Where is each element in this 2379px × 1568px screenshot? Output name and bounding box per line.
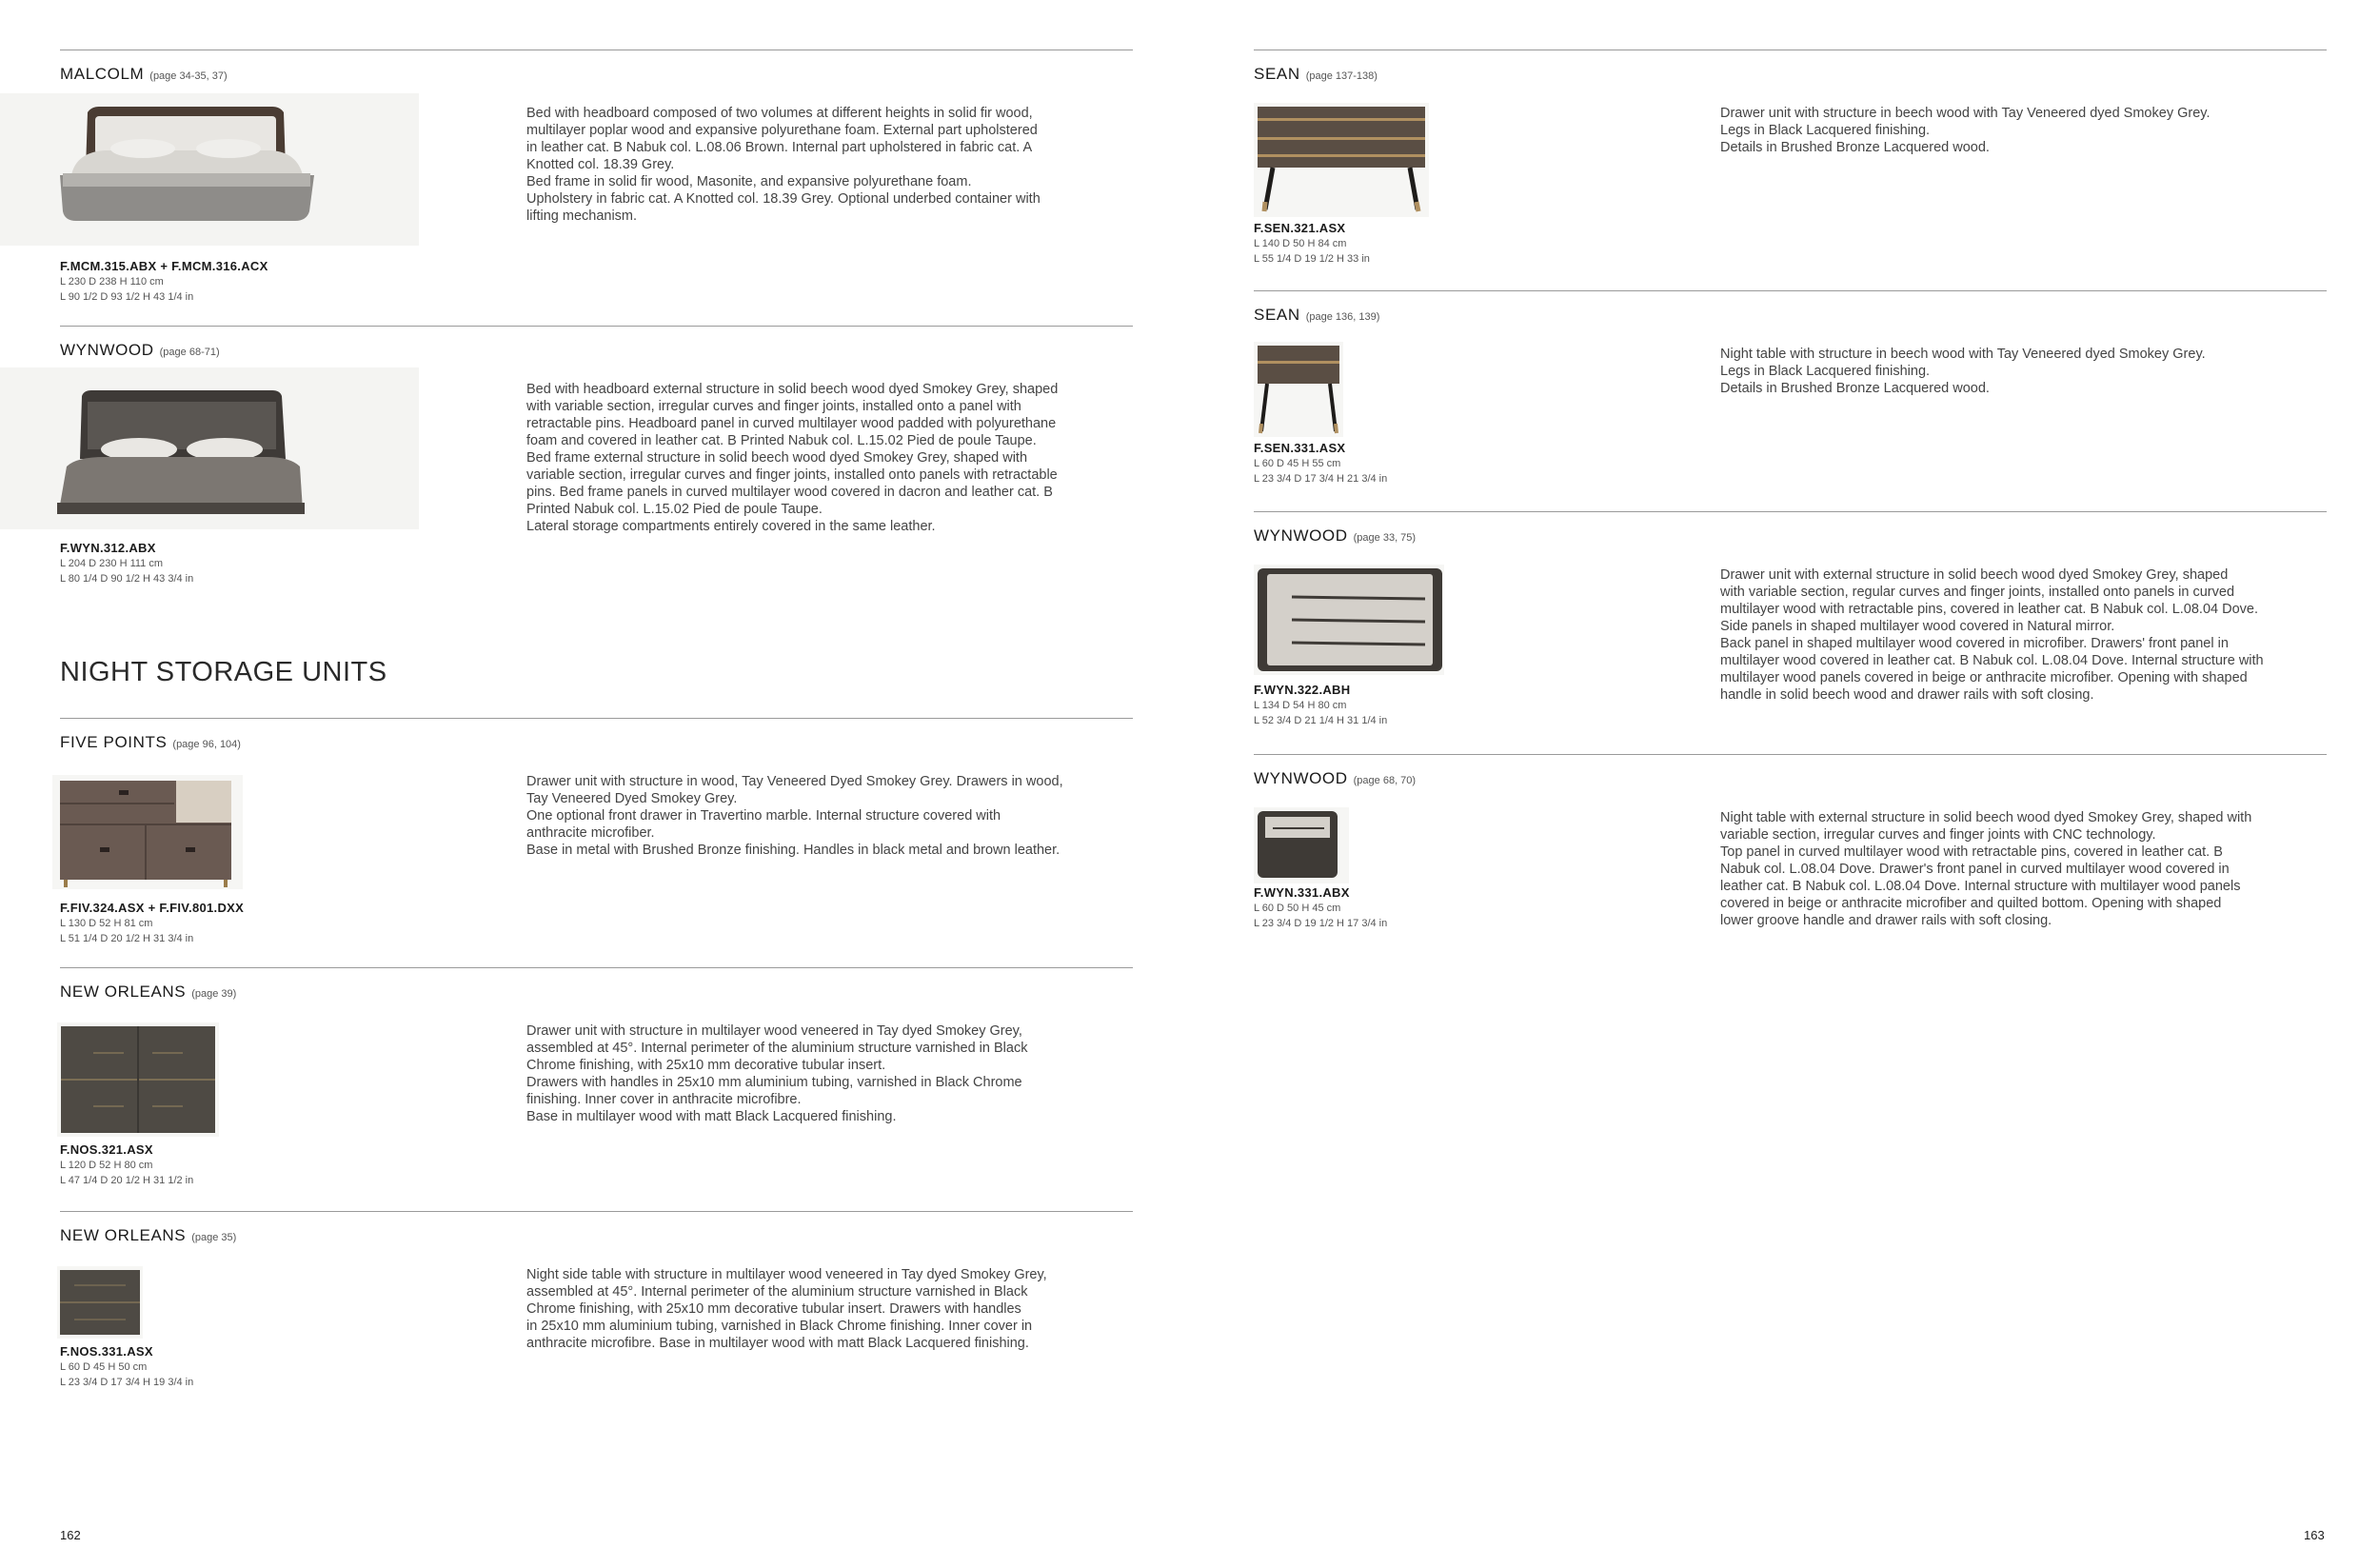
- product-image-drawer-unit: [1254, 103, 1429, 217]
- dimensions-cm: L 230 D 238 H 110 cm: [60, 276, 164, 288]
- product-header: [1254, 306, 1379, 325]
- page-reference: (page 33, 75): [1353, 532, 1417, 544]
- product-description: Night table with external structure in solid beech wood dyed Smokey Grey, shaped with variable section, irregular curves and finger joints with CNC technology. Top panel in curved multilayer wood with retractable pins, covered in leather cat. B Nabuk col. L.08.04 Dove. Drawer's front panel in curved multilayer wood covered in leather cat. B Nabuk col. L.08.04 Dove. Internal structure with multilayer wood panels covered in beige or anthracite microfiber and quilted bottom. Opening with shaped lower groove handle and drawer rails with soft closing.: [1720, 810, 2252, 928]
- product-code: F.SEN.321.ASX: [1254, 221, 1346, 235]
- section-title: NIGHT STORAGE UNITS: [60, 657, 387, 687]
- product-description: Bed with headboard external structure in solid beech wood dyed Smokey Grey, shaped with variable section, irregular curves and finger joints, installed onto a panel with retractable pins. Headboard panel in curved multilayer wood padded with polyurethane foam and covered in leather cat. B Printed Nabuk col. L.15.02 Pied de poule Taupe. Bed frame external structure in solid beech wood dyed Smokey Grey, shaped with variable section, irregular curves and finger joints, installed onto panels with retractable pins. Bed frame panels in curved multilayer wood covered in dacron and leather cat. B Printed Nabuk col. L.15.02 Pied de poule Taupe. Lateral storage compartments entirely covered in the same leather.: [526, 382, 1059, 534]
- product-header: [60, 65, 228, 84]
- divider: [60, 1211, 1133, 1212]
- product-description: Drawer unit with structure in multilayer wood veneered in Tay dyed Smokey Grey, assembled at 45°. Internal perimeter of the aluminium structure varnished in Black Chrome finishing, with 25x10 mm decorative tubular insert. Drawers with handles in 25x10 mm aluminium tubing, varnished in Black Chrome finishing. Inner cover in anthracite microfibre. Base in multilayer wood with matt Black Lacquered finishing.: [526, 1023, 1028, 1124]
- product-image-drawer-unit: [57, 1022, 219, 1137]
- dimensions-cm: L 130 D 52 H 81 cm: [60, 918, 153, 929]
- page-reference: (page 68-71): [159, 347, 220, 358]
- product-header: [1254, 526, 1416, 546]
- product-header: [60, 733, 241, 752]
- dimensions-in: L 23 3/4 D 17 3/4 H 21 3/4 in: [1254, 473, 1388, 485]
- product-image-night-table: [1254, 342, 1343, 437]
- product-code: F.NOS.331.ASX: [60, 1344, 153, 1359]
- product-code: F.WYN.331.ABX: [1254, 885, 1350, 900]
- product-description: Drawer unit with structure in beech wood with Tay Veneered dyed Smokey Grey. Legs in Black Lacquered finishing. Details in Brushed Bronze Lacquered wood.: [1720, 106, 2210, 155]
- product-header: [1254, 65, 1378, 84]
- product-header: [1254, 769, 1416, 788]
- product-description: Night table with structure in beech wood with Tay Veneered dyed Smokey Grey. Legs in Black Lacquered finishing. Details in Brushed Bronze Lacquered wood.: [1720, 347, 2206, 396]
- dimensions-cm: L 204 D 230 H 111 cm: [60, 558, 164, 569]
- product-name: NEW ORLEANS: [60, 1226, 187, 1244]
- page-reference: (page 35): [191, 1232, 237, 1243]
- dimensions-cm: L 140 D 50 H 84 cm: [1254, 238, 1347, 249]
- product-name: NEW ORLEANS: [60, 982, 187, 1001]
- product-description: Drawer unit with external structure in solid beech wood dyed Smokey Grey, shaped with variable section, regular curves and finger joints, installed onto panels in curved multilayer wood with retractable pins, covered in leather cat. B Nabuk col. L.08.04 Dove. Side panels in shaped multilayer wood covered in Natural mirror. Back panel in shaped multilayer wood covered in microfiber. Drawers' front panel in multilayer wood covered in leather cat. B Nabuk col. L.08.04 Dove. Internal structure with multilayer wood panels covered in beige or anthracite microfiber. Opening with shaped handle in solid beech wood and drawer rails with soft closing.: [1720, 567, 2264, 703]
- dimensions-in: L 90 1/2 D 93 1/2 H 43 1/4 in: [60, 291, 194, 303]
- page-number: 163: [2304, 1528, 2325, 1542]
- divider: [60, 967, 1133, 968]
- dimensions-in: L 23 3/4 D 19 1/2 H 17 3/4 in: [1254, 918, 1388, 929]
- divider: [60, 326, 1133, 327]
- product-code: F.SEN.331.ASX: [1254, 441, 1346, 455]
- divider: [60, 718, 1133, 719]
- product-name: MALCOLM: [60, 65, 145, 83]
- product-image-night-table: [1254, 807, 1349, 883]
- page-reference: (page 137-138): [1305, 70, 1378, 82]
- product-image-bed: [0, 93, 419, 246]
- product-header: [60, 982, 236, 1002]
- dimensions-in: L 55 1/4 D 19 1/2 H 33 in: [1254, 253, 1370, 265]
- dimensions-in: L 23 3/4 D 17 3/4 H 19 3/4 in: [60, 1377, 194, 1388]
- divider: [1254, 290, 2327, 291]
- page-reference: (page 34-35, 37): [149, 70, 228, 82]
- dimensions-in: L 51 1/4 D 20 1/2 H 31 3/4 in: [60, 933, 194, 944]
- product-image-side-table: [57, 1266, 143, 1339]
- product-name: SEAN: [1254, 65, 1300, 83]
- product-code: F.WYN.312.ABX: [60, 541, 156, 555]
- product-code: F.NOS.321.ASX: [60, 1142, 153, 1157]
- page-number: 162: [60, 1528, 81, 1542]
- product-name: FIVE POINTS: [60, 733, 168, 751]
- dimensions-cm: L 60 D 45 H 55 cm: [1254, 458, 1341, 469]
- product-image-drawer-unit: [52, 775, 243, 889]
- product-name: SEAN: [1254, 306, 1300, 324]
- page-reference: (page 96, 104): [172, 739, 241, 750]
- product-image-drawer-unit: [1254, 565, 1444, 675]
- product-name: WYNWOOD: [1254, 769, 1348, 787]
- product-description: Night side table with structure in multilayer wood veneered in Tay dyed Smokey Grey, assembled at 45°. Internal perimeter of the aluminium structure varnished in Black Chrome finishing, with 25x10 mm decorative tubular insert. Drawers with handles in 25x10 mm aluminium tubing, varnished in Black Chrome finishing. Inner cover in anthracite microfibre. Base in multilayer wood with matt Black Lacquered finishing.: [526, 1267, 1047, 1351]
- dimensions-cm: L 120 D 52 H 80 cm: [60, 1160, 153, 1171]
- product-header: [60, 341, 220, 360]
- dimensions-cm: L 134 D 54 H 80 cm: [1254, 700, 1347, 711]
- product-code: F.WYN.322.ABH: [1254, 683, 1351, 697]
- product-code: F.FIV.324.ASX + F.FIV.801.DXX: [60, 901, 245, 915]
- dimensions-in: L 47 1/4 D 20 1/2 H 31 1/2 in: [60, 1175, 194, 1186]
- product-name: WYNWOOD: [60, 341, 154, 359]
- divider: [1254, 511, 2327, 512]
- page-reference: (page 68, 70): [1353, 775, 1417, 786]
- product-code: F.MCM.315.ABX + F.MCM.316.ACX: [60, 259, 268, 273]
- product-name: WYNWOOD: [1254, 526, 1348, 545]
- product-description: Bed with headboard composed of two volumes at different heights in solid fir wood, multilayer poplar wood and expansive polyurethane foam. External part upholstered in leather cat. B Nabuk col. L.08.06 Brown. Internal part upholstered in fabric cat. A Knotted col. 18.39 Grey. Bed frame in solid fir wood, Masonite, and expansive polyurethane foam. Upholstery in fabric cat. A Knotted col. 18.39 Grey. Optional underbed container with lifting mechanism.: [526, 106, 1041, 224]
- page-reference: (page 39): [191, 988, 237, 1000]
- dimensions-cm: L 60 D 45 H 50 cm: [60, 1361, 148, 1373]
- dimensions-in: L 80 1/4 D 90 1/2 H 43 3/4 in: [60, 573, 194, 585]
- page-reference: (page 136, 139): [1305, 311, 1380, 323]
- product-description: Drawer unit with structure in wood, Tay Veneered Dyed Smokey Grey. Drawers in wood, Tay Veneered Dyed Smokey Grey. One optional front drawer in Travertino marble. Internal structure covered with anthracite microfiber. Base in metal with Brushed Bronze finishing. Handles in black metal and brown leather.: [526, 774, 1063, 858]
- divider: [1254, 754, 2327, 755]
- product-header: [60, 1226, 236, 1245]
- product-image-bed: [0, 367, 419, 529]
- dimensions-cm: L 60 D 50 H 45 cm: [1254, 903, 1341, 914]
- dimensions-in: L 52 3/4 D 21 1/4 H 31 1/4 in: [1254, 715, 1388, 726]
